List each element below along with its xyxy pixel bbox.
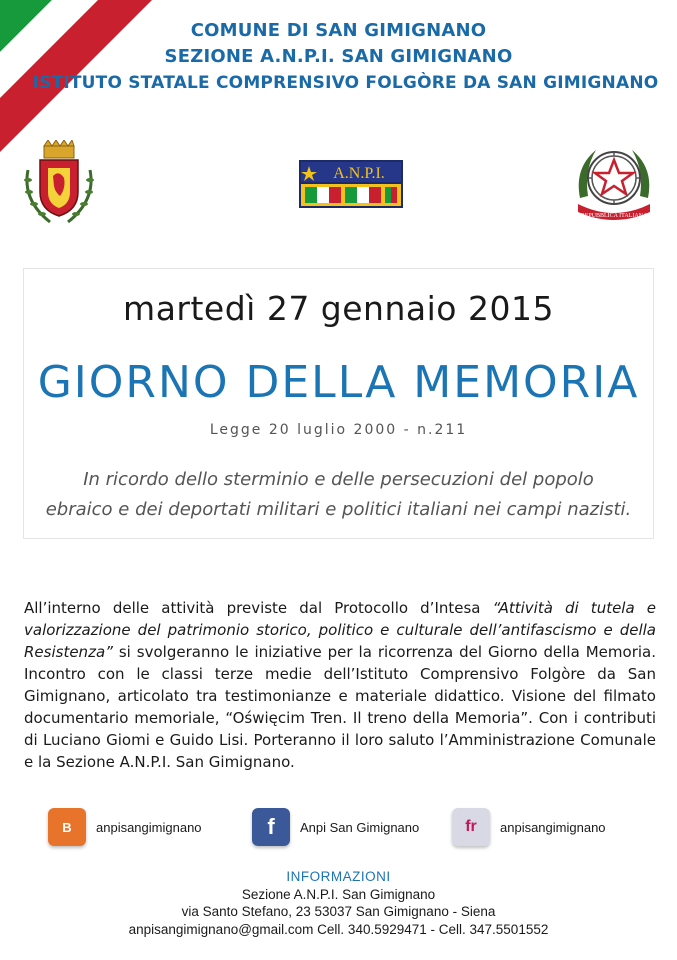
anpi-logo-icon (299, 160, 403, 208)
italian-republic-emblem-icon (570, 138, 658, 228)
body-text-details: si svolgeranno le iniziative per la ricorrenza del Giorno della Memoria. Incontro con le classi terze medie dell’Istituto Comprensivo Folgòre da San Gimignano, articolato tra testimonianze e materiale didattico. Visione del filmato documentario memoriale, “Oświęcim Tren. Il treno della Memoria”. Con i contributi di Luciano Giomi e Guido Lisi. Porteranno il loro saluto l’Amministrazione Comunale e la Sezione A.N.P.I. San Gimignano. (24, 643, 656, 771)
header (0, 18, 677, 96)
event-box (23, 268, 654, 539)
event-date: martedì 27 gennaio 2015 (123, 289, 554, 328)
event-subtitle-line2: ebraico e dei deportati militari e politici italiani nei campi nazisti. (45, 499, 632, 520)
event-subtitle (24, 465, 653, 525)
header-line-istituto: ISTITUTO STATALE COMPRENSIVO FOLGÒRE DA SAN GIMIGNANO (32, 73, 659, 93)
info-contacts: anpisangimignano@gmail.com Cell. 340.5929471 - Cell. 347.5501552 (128, 921, 549, 937)
republic-ribbon-text: REPUBBLICA ITALIANA (580, 213, 648, 219)
body-paragraph (24, 597, 656, 773)
event-subtitle-line1: In ricordo dello sterminio e delle persecuzioni del popolo (83, 469, 594, 490)
info-heading: INFORMAZIONI (286, 869, 391, 884)
comune-coat-of-arms-icon (20, 140, 98, 230)
body-text-protocol-title: “Attività di tutela e valorizzazione del patrimonio storico, politico e culturale dell’antifascismo e della Resistenza” (24, 599, 657, 661)
info-address: via Santo Stefano, 23 53037 San Gimignano - Siena (181, 904, 496, 919)
event-title: GIORNO DELLA MEMORIA (37, 357, 640, 408)
anpi-logo-text: A.N.P.I. (333, 165, 385, 182)
social-facebook-label[interactable]: Anpi San Gimignano (300, 819, 420, 835)
social-blogger[interactable] (48, 808, 202, 846)
facebook-icon[interactable]: f (252, 808, 290, 846)
blogger-icon[interactable]: B (48, 808, 86, 846)
header-line-anpi: SEZIONE A.N.P.I. SAN GIMIGNANO (164, 46, 513, 67)
info-section: Sezione A.N.P.I. San Gimignano (241, 886, 436, 902)
social-facebook[interactable] (252, 808, 419, 846)
social-flickr[interactable] (452, 808, 606, 846)
flickr-icon[interactable]: fr (452, 808, 490, 846)
event-law: Legge 20 luglio 2000 - n.211 (209, 422, 468, 438)
header-line-comune: COMUNE DI SAN GIMIGNANO (190, 20, 487, 41)
info-footer (0, 868, 677, 938)
body-text-intro: All’interno delle attività previste dal Protocollo d’Intesa (24, 599, 493, 617)
social-blogger-label[interactable]: anpisangimignano (96, 819, 202, 835)
social-flickr-label[interactable]: anpisangimignano (500, 819, 606, 835)
